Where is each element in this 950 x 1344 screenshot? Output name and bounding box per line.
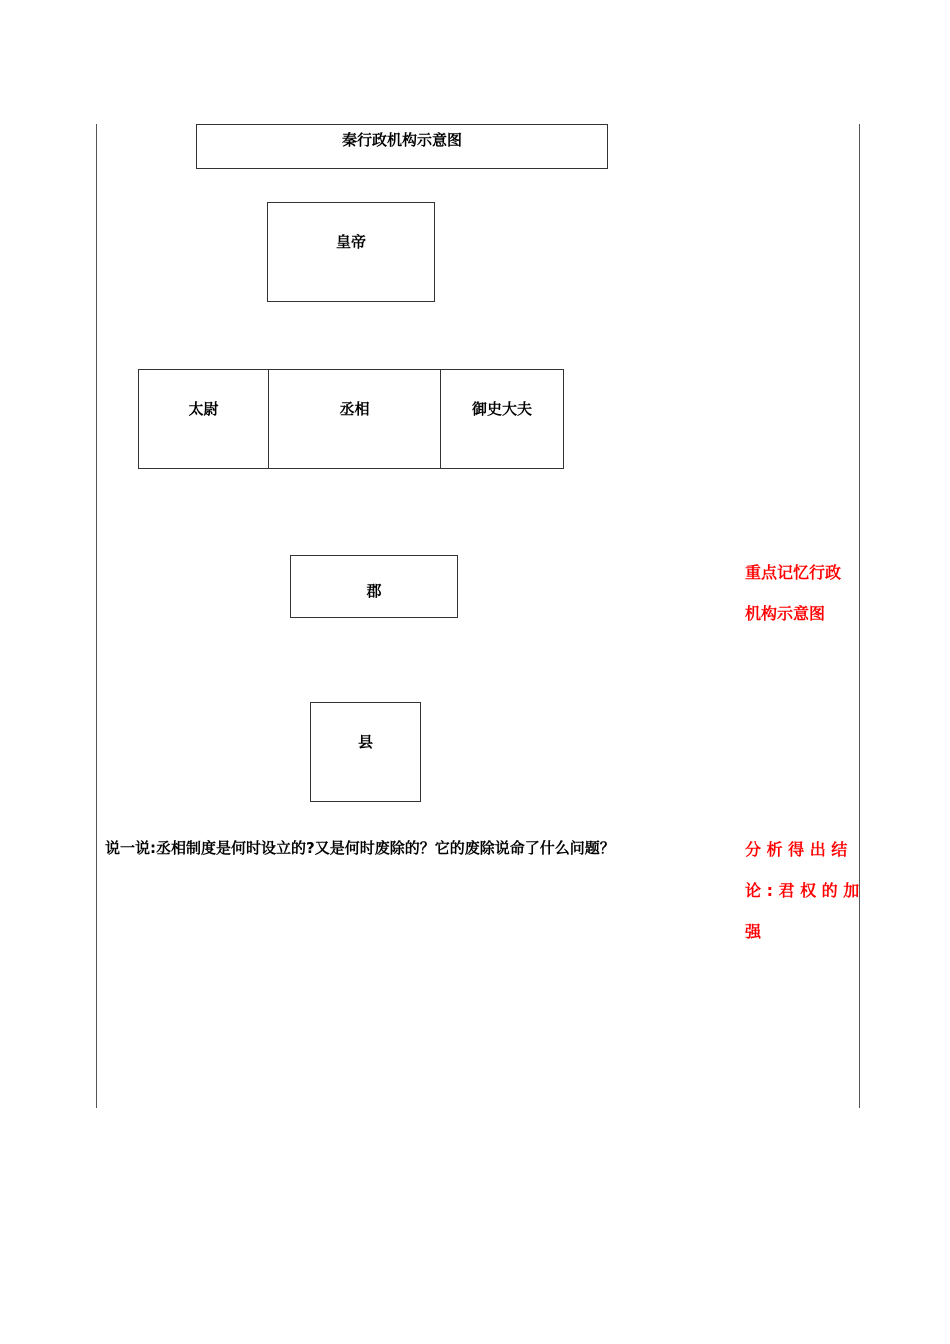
diagram-title: 秦行政机构示意图: [341, 131, 462, 149]
emperor-label: 皇帝: [335, 233, 366, 251]
official-label-yushidafu: 御史大夫: [471, 400, 532, 418]
note-line: 论 : 君 权 的 加: [745, 881, 860, 900]
official-label-chengxiang: 丞相: [339, 400, 370, 418]
official-box-taiwei: [138, 369, 269, 469]
note-line: 机构示意图: [745, 604, 826, 623]
note-line: 分 析 得 出 结: [745, 840, 848, 859]
note-line: 重点记忆行政: [745, 563, 842, 582]
discussion-question: 说一说:丞相制度是何时设立的?又是何时废除的？它的废除说命了什么问题？: [105, 839, 615, 857]
table-right-border: [859, 124, 860, 1108]
commandery-label: 郡: [366, 582, 382, 600]
emperor-box: [267, 202, 435, 302]
official-label-taiwei: 太尉: [188, 400, 219, 418]
table-left-border: [96, 124, 97, 1108]
note-line: 强: [745, 922, 762, 941]
county-box: [310, 702, 421, 802]
official-box-chengxiang: [268, 369, 441, 469]
official-box-yushidafu: [440, 369, 564, 469]
county-label: 县: [357, 733, 373, 751]
diagram-title-box: [196, 124, 608, 169]
commandery-box: [290, 555, 458, 618]
